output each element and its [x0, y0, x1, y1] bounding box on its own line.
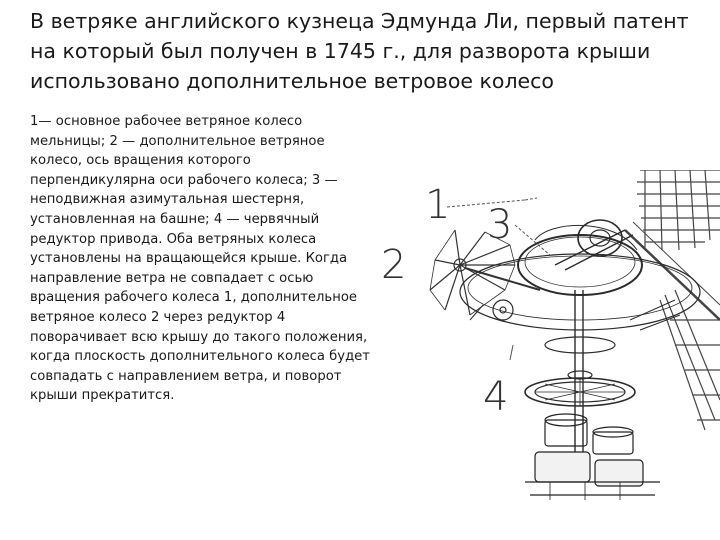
label-3: 3: [487, 202, 513, 248]
rotating-roof-platform: [460, 254, 700, 330]
millstones: [525, 414, 660, 500]
main-wind-wheel-sails: [625, 170, 720, 430]
slide-title: В ветряке английского кузнеца Эдмунда Ли, первый патент на который был получен в 1745 г., для разворота крыши использовано дополнительное ветровое колесо: [30, 9, 689, 93]
label-2: 2: [381, 242, 407, 288]
label-1: 1: [425, 182, 451, 228]
auxiliary-wind-wheel: [430, 230, 540, 315]
central-shaft: [575, 290, 583, 460]
windmill-mechanism-figure: [375, 170, 720, 540]
slide-body-text: 1— основное рабочее ветряное колесо мельницы; 2 — дополнительное ветряное колесо, ось вращения которого перпендикулярна оси рабочего колеса; 3 — неподвижная азимутальная шестерня, установленная на башне; 4 — червячный редуктор привода. Оба ветряных колеса установлены на вращающейся крыше. Когда направление ветра не совпадает с осью вращения рабочего колеса 1, дополнительное ветряное колесо 2 через редуктор 4 поворачивает всю крышу до такого положения, когда плоскость дополнительного колеса будет совпадать с направлением ветра, и поворот крыши прекратится.: [30, 114, 370, 404]
pulley-wheel: [493, 300, 513, 320]
windmill-drawing: [375, 170, 720, 540]
label-4: 4: [483, 374, 509, 420]
